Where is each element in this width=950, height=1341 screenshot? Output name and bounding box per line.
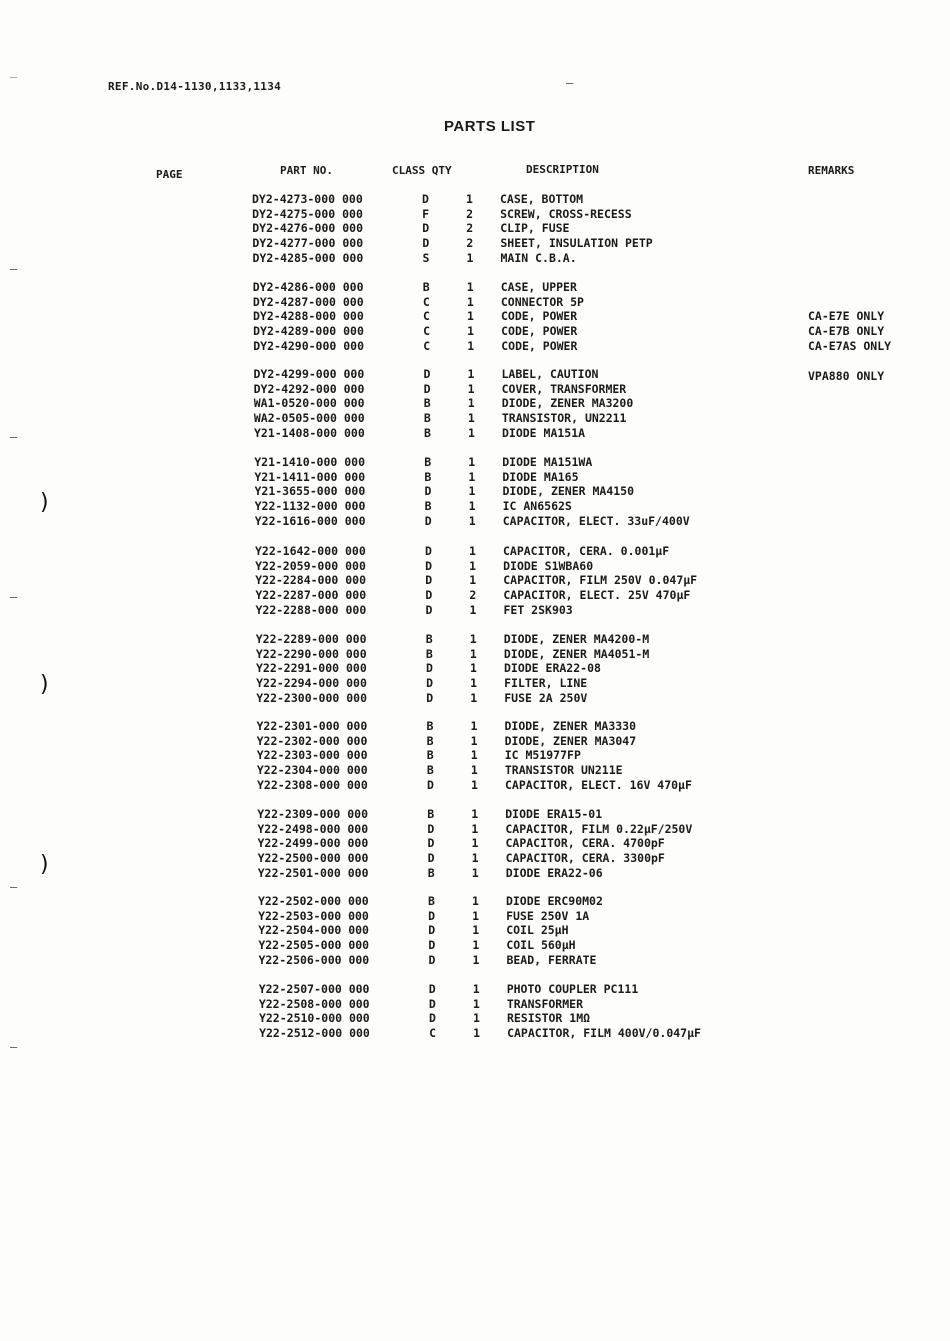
class: D [428, 938, 436, 953]
quantity: 2 [466, 221, 474, 236]
quantity: 1 [472, 996, 480, 1011]
margin-tick: – [10, 430, 18, 444]
header-remarks: REMARKS [808, 164, 855, 177]
part-number: Y22-1642-000 000 [254, 544, 366, 558]
part-number: DY2-4290-000 000 [253, 338, 365, 353]
part-number: Y22-2291-000 000 [255, 661, 367, 676]
description: CAPACITOR, CERA. 3300pF [505, 851, 665, 866]
part-number: Y21-3655-000 000 [254, 484, 366, 499]
class: B [426, 719, 434, 733]
quantity: 1 [467, 396, 475, 411]
quantity: 2 [469, 588, 477, 603]
part-number: Y21-1410-000 000 [254, 455, 366, 469]
class: D [425, 588, 433, 603]
description: CAPACITOR, FILM 250V 0.047µF [503, 573, 698, 588]
part-number: Y22-2502-000 000 [257, 894, 369, 908]
part-number: Y22-2507-000 000 [258, 982, 370, 996]
quantity: 1 [469, 602, 477, 617]
class: D [423, 381, 431, 396]
quantity: 1 [469, 661, 477, 676]
description: DIODE ERC90M02 [505, 894, 603, 908]
quantity: 1 [470, 733, 478, 748]
class: B [426, 748, 434, 763]
description: CAPACITOR, ELECT. 33uF/400V [502, 513, 690, 528]
description: CODE, POWER [500, 309, 578, 324]
part-number: DY2-4275-000 000 [252, 206, 363, 221]
part-number: DY2-4299-000 000 [253, 367, 365, 381]
description: DIODE ERA15-01 [505, 807, 603, 821]
margin-tick: ‾ [10, 76, 18, 90]
class: D [424, 544, 432, 558]
description: CAPACITOR, FILM 400V/0.047µF [507, 1026, 701, 1041]
description: LABEL, CAUTION [501, 367, 599, 381]
class: D [422, 192, 429, 206]
margin-bracket: ) [40, 852, 49, 877]
quantity: 1 [471, 807, 479, 821]
margin-bracket: ) [40, 490, 49, 515]
quantity: 1 [472, 908, 480, 923]
part-number: Y22-2510-000 000 [258, 1011, 370, 1026]
quantity: 2 [466, 236, 474, 251]
class: B [425, 632, 433, 646]
class: D [428, 908, 436, 923]
class: D [423, 367, 431, 381]
quantity: 1 [468, 469, 476, 484]
quantity: 2 [466, 206, 474, 221]
part-number: DY2-4292-000 000 [253, 381, 365, 396]
quantity: 1 [473, 1026, 481, 1041]
quantity: 1 [472, 982, 480, 996]
part-number: Y22-2503-000 000 [258, 908, 369, 923]
description: SHEET, INSULATION PETP [500, 236, 653, 251]
quantity: 1 [468, 544, 476, 558]
class: D [428, 952, 436, 967]
part-number: Y22-2308-000 000 [256, 777, 368, 792]
class: D [428, 982, 436, 996]
class: B [426, 763, 434, 778]
part-number: DY2-4277-000 000 [252, 236, 364, 251]
description: FUSE 250V 1A [506, 908, 590, 923]
part-number: Y22-1616-000 000 [254, 513, 366, 528]
description: DIODE, ZENER MA4200-M [503, 632, 650, 646]
description: CAPACITOR, CERA. 0.001µF [502, 544, 670, 558]
description: DIODE S1WBA60 [503, 558, 594, 573]
description: DIODE, ZENER MA3047 [504, 733, 637, 748]
part-number: Y22-2505-000 000 [258, 938, 370, 953]
description: COIL 560µH [506, 938, 576, 953]
class: B [424, 499, 432, 514]
class: B [423, 425, 431, 440]
part-number: Y22-2309-000 000 [257, 807, 368, 821]
page-title: PARTS LIST [444, 118, 536, 135]
description: DIODE MA151A [501, 425, 586, 440]
class: D [426, 676, 434, 691]
part-number: Y22-2303-000 000 [256, 748, 368, 763]
quantity: 1 [471, 865, 479, 880]
description: DIODE MA165 [502, 469, 579, 484]
part-number: Y22-2304-000 000 [256, 763, 368, 778]
part-number: Y22-2288-000 000 [255, 602, 367, 617]
class: B [427, 894, 435, 908]
description: TRANSISTOR UN211E [504, 763, 623, 778]
description: DIODE, ZENER MA4150 [502, 484, 635, 499]
quantity: 1 [468, 484, 476, 499]
margin-tick: – [10, 1040, 18, 1054]
quantity: 1 [467, 411, 475, 426]
header-page: PAGE [156, 168, 183, 181]
quantity: 1 [467, 367, 475, 381]
class: D [427, 851, 435, 866]
description: CAPACITOR, ELECT. 25V 470µF [503, 588, 691, 603]
quantity: 1 [466, 294, 474, 309]
header-description: DESCRIPTION [526, 163, 599, 176]
description: CAPACITOR, FILM 0.22µF/250V [505, 821, 693, 836]
part-number: Y22-2287-000 000 [255, 588, 367, 603]
quantity: 1 [471, 851, 479, 866]
class: D [424, 484, 432, 499]
margin-tick: – [10, 590, 18, 604]
margin-bracket: ) [40, 672, 49, 697]
class: S [422, 250, 430, 265]
class: C [422, 294, 430, 309]
quantity: 1 [469, 573, 477, 588]
description: IC M51977FP [504, 748, 581, 763]
description: BEAD, FERRATE [506, 952, 597, 967]
part-number: DY2-4289-000 000 [253, 324, 364, 339]
quantity: 1 [470, 748, 478, 763]
quantity: 1 [466, 309, 474, 324]
reference-number: REF.No.D14-1130,1133,1134 [108, 80, 282, 93]
part-number: DY2-4287-000 000 [252, 294, 364, 309]
class: D [424, 513, 432, 528]
quantity: 1 [471, 894, 479, 908]
description: CODE, POWER [501, 324, 578, 339]
class: D [425, 661, 433, 676]
part-number: Y21-1408-000 000 [253, 425, 365, 440]
part-number: Y22-2294-000 000 [256, 676, 367, 691]
description: IC AN6562S [502, 499, 572, 514]
class: C [429, 1026, 437, 1041]
class: B [427, 807, 435, 821]
part-number: DY2-4285-000 000 [252, 250, 364, 265]
class: D [426, 690, 434, 705]
description: FUSE 2A 250V [504, 690, 588, 705]
quantity: 1 [470, 763, 478, 778]
class: D [422, 236, 430, 251]
class: C [423, 324, 431, 339]
quantity: 1 [467, 338, 475, 353]
part-number: Y22-2059-000 000 [255, 558, 366, 573]
class: B [423, 411, 431, 426]
quantity: 1 [470, 777, 478, 792]
quantity: 1 [469, 646, 477, 661]
class: B [426, 733, 434, 748]
class: C [423, 338, 431, 353]
quantity: 1 [469, 558, 477, 573]
quantity: 1 [470, 676, 478, 691]
part-number: Y22-2498-000 000 [257, 821, 369, 836]
part-number: Y22-2504-000 000 [258, 923, 369, 938]
class: B [423, 396, 431, 411]
description: CODE, POWER [501, 338, 578, 353]
quantity: 1 [467, 381, 475, 396]
part-number: DY2-4276-000 000 [252, 221, 364, 236]
remark-ca-e7as: CA-E7AS ONLY [808, 339, 892, 353]
class: D [428, 923, 436, 938]
quantity: 1 [469, 632, 477, 646]
class: B [424, 469, 432, 484]
description: CAPACITOR, ELECT. 16V 470µF [504, 777, 692, 792]
description: DIODE, ZENER MA4051-M [503, 646, 650, 661]
class: B [424, 455, 432, 469]
margin-dash: – [566, 76, 574, 90]
part-number: Y22-2501-000 000 [257, 865, 369, 880]
description: PHOTO COUPLER PC111 [506, 982, 639, 996]
description: FILTER, LINE [504, 676, 588, 691]
part-number: DY2-4273-000 000 [252, 192, 363, 206]
part-number: WA2-0505-000 000 [253, 411, 365, 426]
description: RESISTOR 1MΩ [506, 1011, 591, 1026]
class: D [427, 836, 435, 851]
description: COIL 25µH [506, 923, 569, 938]
remark-vpa880: VPA880 ONLY [808, 369, 885, 383]
class: D [422, 221, 430, 236]
part-number: WA1-0520-000 000 [253, 396, 365, 411]
quantity: 1 [468, 455, 476, 469]
class: D [425, 558, 433, 573]
part-number: Y22-2500-000 000 [257, 851, 369, 866]
part-number: Y22-2290-000 000 [255, 646, 367, 661]
description: DIODE, ZENER MA3200 [501, 396, 634, 411]
description: DIODE ERA22-06 [505, 865, 603, 880]
quantity: 1 [466, 192, 473, 206]
part-number: Y22-2499-000 000 [257, 836, 369, 851]
part-number: DY2-4286-000 000 [252, 280, 364, 294]
quantity: 1 [467, 324, 475, 339]
class: D [425, 602, 433, 617]
class: B [422, 280, 430, 294]
quantity: 1 [472, 952, 480, 967]
quantity: 1 [466, 280, 474, 294]
remark-ca-e7e: CA-E7E ONLY [808, 309, 885, 323]
part-number: Y22-2508-000 000 [258, 996, 370, 1011]
part-number: Y22-2512-000 000 [259, 1026, 370, 1041]
description: DIODE ERA22-08 [503, 661, 601, 676]
description: FET 2SK903 [503, 602, 573, 617]
class: C [422, 309, 430, 324]
margin-tick: – [10, 880, 18, 894]
part-number: DY2-4288-000 000 [252, 309, 364, 324]
description: DIODE MA151WA [502, 455, 593, 469]
description: MAIN C.B.A. [500, 250, 577, 265]
remark-ca-e7b: CA-E7B ONLY [808, 324, 885, 338]
class: D [425, 573, 433, 588]
class: D [428, 996, 436, 1011]
class: B [427, 865, 435, 880]
quantity: 1 [471, 821, 479, 836]
description: TRANSISTOR, UN2211 [501, 411, 627, 426]
header-part-no: PART NO. [280, 164, 333, 177]
class: D [427, 821, 435, 836]
description: CAPACITOR, CERA. 4700pF [505, 836, 665, 851]
description: COVER, TRANSFORMER [501, 381, 627, 396]
description: CONNECTOR 5P [500, 294, 584, 309]
quantity: 1 [471, 836, 479, 851]
class: B [425, 646, 433, 661]
quantity: 1 [472, 923, 480, 938]
description: SCREW, CROSS-RECESS [500, 206, 632, 221]
description: TRANSFORMER [506, 996, 583, 1011]
class: D [428, 1011, 436, 1026]
quantity: 1 [468, 513, 476, 528]
class: D [426, 777, 434, 792]
quantity: 1 [470, 690, 478, 705]
part-number: Y21-1411-000 000 [254, 469, 366, 484]
part-number: Y22-2289-000 000 [255, 632, 367, 646]
quantity: 1 [466, 250, 474, 265]
part-number: Y22-2301-000 000 [256, 719, 368, 733]
quantity: 1 [472, 938, 480, 953]
margin-tick: – [10, 262, 18, 276]
part-number: Y22-2284-000 000 [255, 573, 367, 588]
part-number: Y22-1132-000 000 [254, 499, 366, 514]
class: F [422, 206, 430, 221]
quantity: 1 [467, 425, 475, 440]
part-number: Y22-2506-000 000 [258, 952, 370, 967]
description: CLIP, FUSE [500, 221, 570, 236]
quantity: 1 [472, 1011, 480, 1026]
part-number: Y22-2300-000 000 [256, 690, 368, 705]
quantity: 1 [468, 499, 476, 514]
description: CASE, UPPER [500, 280, 577, 294]
description: CASE, BOTTOM [500, 192, 584, 206]
description: DIODE, ZENER MA3330 [504, 719, 637, 733]
quantity: 1 [470, 719, 478, 733]
part-number: Y22-2302-000 000 [256, 733, 368, 748]
header-class-qty: CLASS QTY [392, 164, 452, 177]
